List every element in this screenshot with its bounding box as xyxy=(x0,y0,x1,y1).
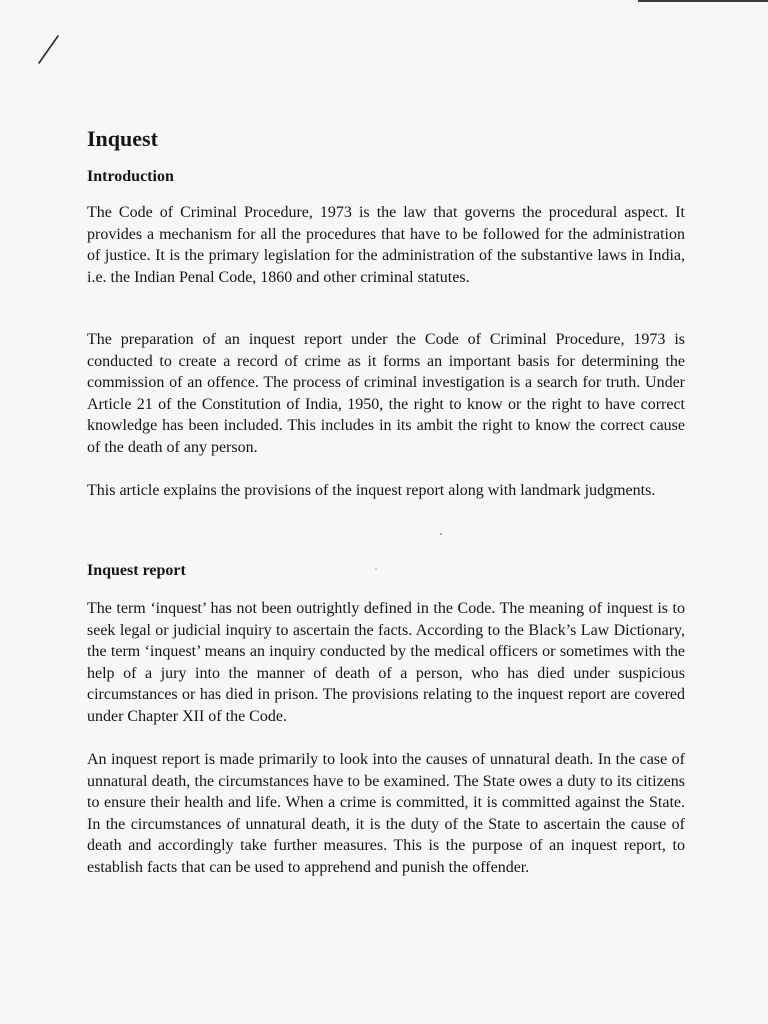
section-heading-introduction: Introduction xyxy=(87,168,174,185)
paragraph: An inquest report is made primarily to look into the causes of unnatural death. In the case of unnatural death, the circumstances have to be examined. The State owes a duty to its citizens to ensure their health and life. When a crime is committed, it is committed against the State. In the circumstances of unnatural death, it is the duty of the State to ascertain the cause of death and accordingly take further measures. This is the purpose of an inquest report, to establish facts that can be used to apprehend and punish the offender. xyxy=(87,751,685,876)
pen-stroke-mark xyxy=(36,34,62,66)
section-heading-inquest-report: Inquest report xyxy=(87,562,186,579)
paragraph: The term ‘inquest’ has not been outrightly defined in the Code. The meaning of inquest is to seek legal or judicial inquiry to ascertain the facts. According to the Black’s Law Dictionary, the term ‘inquest’ means an inquiry conducted by the medical officers or sometimes with the help of a jury into the manner of death of a person, who has died under suspicious circumstances or has died in prison. The provisions relating to the inquest report are covered under Chapter XII of the Code. xyxy=(87,600,685,725)
scan-speck xyxy=(440,533,442,535)
paragraph: The preparation of an inquest report under the Code of Criminal Procedure, 1973 is conducted to create a record of crime as it forms an important basis for determining the commission of an offence. The process of criminal investigation is a search for truth. Under Article 21 of the Constitution of India, 1950, the right to know or the right to have correct knowledge has been included. This includes in its ambit the right to know the correct cause of the death of any person. xyxy=(87,331,685,456)
paragraph: The Code of Criminal Procedure, 1973 is the law that governs the procedural aspect. It provides a mechanism for all the procedures that have to be followed for the administration of justice. It is the primary legislation for the administration of the substantive laws in India, i.e. the Indian Penal Code, 1860 and other criminal statutes. xyxy=(87,204,685,286)
paragraph: This article explains the provisions of the inquest report along with landmark judgments. xyxy=(87,482,656,499)
document-title: Inquest xyxy=(87,126,158,151)
scan-speck xyxy=(375,568,377,570)
top-edge-line xyxy=(638,0,768,2)
